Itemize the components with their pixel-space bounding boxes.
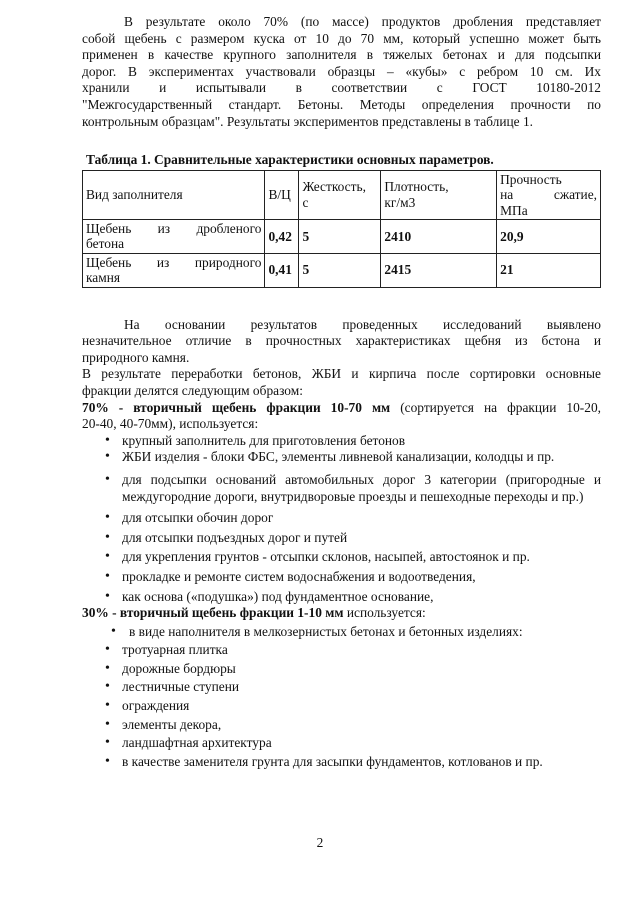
text-line: незначительное отличие в прочностных характеристиках щебня из бстона и bbox=[82, 333, 601, 349]
cell-filler: Щебень из дробленого бетона bbox=[83, 219, 265, 253]
recycling-paragraph bbox=[82, 366, 601, 399]
cell-strength: 21 bbox=[497, 253, 601, 287]
cell-wc: 0,42 bbox=[265, 219, 299, 253]
cell-stiffness: 5 bbox=[299, 219, 381, 253]
list-item: • тротуарная плитка bbox=[82, 642, 601, 659]
fraction-70-section bbox=[82, 400, 601, 606]
fraction-30-title: 30% - вторичный щебень фракции 1-10 мм bbox=[82, 605, 344, 621]
text-line: контрольным образцам". Результаты экспериментов представлены в таблице 1. bbox=[82, 113, 533, 129]
fraction-70-heading: 70% - вторичный щебень фракции 10-70 мм (сортируется на фракции 10-20, bbox=[82, 399, 601, 415]
list-item: • элементы декора, bbox=[82, 717, 601, 734]
list-item: • для отсыпки обочин дорог bbox=[82, 510, 601, 527]
text-line: 20-40, 40-70мм), используется: bbox=[82, 416, 259, 432]
cell-filler: Щебень из природного камня bbox=[83, 253, 265, 287]
page-number: 2 bbox=[316, 835, 324, 850]
document-page bbox=[82, 14, 601, 770]
text-line: применен в качестве крупного заполнителя в тяжелых бетонах и для подсыпки bbox=[82, 47, 601, 63]
list-item: • в виде наполнителя в мелкозернистых бетонах и бетонных изделиях: bbox=[82, 624, 601, 641]
fraction-30-section bbox=[82, 605, 601, 770]
header-wc: В/Ц bbox=[265, 170, 299, 219]
text-line: хранили и испытывали в соответствии с ГОСТ 10180-2012 bbox=[82, 80, 601, 96]
header-density: Плотность, кг/м3 bbox=[381, 170, 497, 219]
cell-stiffness: 5 bbox=[299, 253, 381, 287]
header-strength: Прочность на сжатие, МПа bbox=[497, 170, 601, 219]
text-line: В результате переработки бетонов, ЖБИ и кирпича после сортировки основные bbox=[82, 366, 601, 382]
table-row bbox=[83, 253, 601, 287]
list-item: • для отсыпки подъездных дорог и путей bbox=[82, 530, 601, 547]
list-item: • дорожные бордюры bbox=[82, 661, 601, 678]
header-filler: Вид заполнителя bbox=[83, 170, 265, 219]
fraction-70-title: 70% - вторичный щебень фракции 10-70 мм bbox=[82, 399, 391, 415]
cell-density: 2415 bbox=[381, 253, 497, 287]
text-line: дорог. В экспериментах участвовали образцы – «кубы» с ребром 10 см. Их bbox=[82, 63, 601, 79]
header-stiffness: Жесткость, с bbox=[299, 170, 381, 219]
list-item: • в качестве заменителя грунта для засыпки фундаментов, котлованов и пр. bbox=[82, 754, 601, 771]
list-item: • лестничные ступени bbox=[82, 679, 601, 696]
fraction-30-heading: 30% - вторичный щебень фракции 1-10 мм используется: bbox=[82, 605, 426, 621]
text-line: В результате около 70% (по массе) продуктов дробления представляет bbox=[124, 14, 601, 29]
text-line: "Межгосударственный стандарт. Бетоны. Методы определения прочности по bbox=[82, 96, 601, 112]
list-item: • как основа («подушка») под фундаментное основание, bbox=[82, 589, 601, 606]
cell-strength: 20,9 bbox=[497, 219, 601, 253]
comparison-table bbox=[82, 170, 601, 288]
list-item: • ландшафтная архитектура bbox=[82, 735, 601, 752]
cell-density: 2410 bbox=[381, 219, 497, 253]
text-line: фракции делятся следующим образом: bbox=[82, 382, 303, 398]
table-header-row bbox=[83, 170, 601, 219]
list-item: • ЖБИ изделия - блоки ФБС, элементы ливневой канализации, колодцы и пр. bbox=[82, 449, 601, 466]
list-item: • крупный заполнитель для приготовления бетонов bbox=[82, 433, 601, 450]
fraction-30-list bbox=[82, 624, 601, 771]
conclusion-paragraph bbox=[82, 317, 601, 367]
table-row bbox=[83, 219, 601, 253]
intro-paragraph bbox=[82, 14, 601, 130]
fraction-70-list bbox=[82, 433, 601, 605]
text-line: природного камня. bbox=[82, 349, 190, 365]
list-item: • ограждения bbox=[82, 698, 601, 715]
text-line: На основании результатов проведенных исследований выявлено bbox=[124, 316, 601, 332]
list-item: • для подсыпки оснований автомобильных дорог 3 категории (пригородные и междугородние дороги, внутридворовые проезды и пешеходные переходы и пр.) bbox=[82, 472, 601, 505]
table-title: Таблица 1. Сравнительные характеристики основных параметров. bbox=[86, 152, 494, 168]
list-item: • для укрепления грунтов - отсыпки склонов, насыпей, автостоянок и пр. bbox=[82, 549, 601, 566]
cell-wc: 0,41 bbox=[265, 253, 299, 287]
text-line: собой щебень с размером куска от 10 до 70 мм, который успешно может быть bbox=[82, 30, 601, 46]
list-item: • прокладке и ремонте систем водоснабжения и водоотведения, bbox=[82, 569, 601, 586]
